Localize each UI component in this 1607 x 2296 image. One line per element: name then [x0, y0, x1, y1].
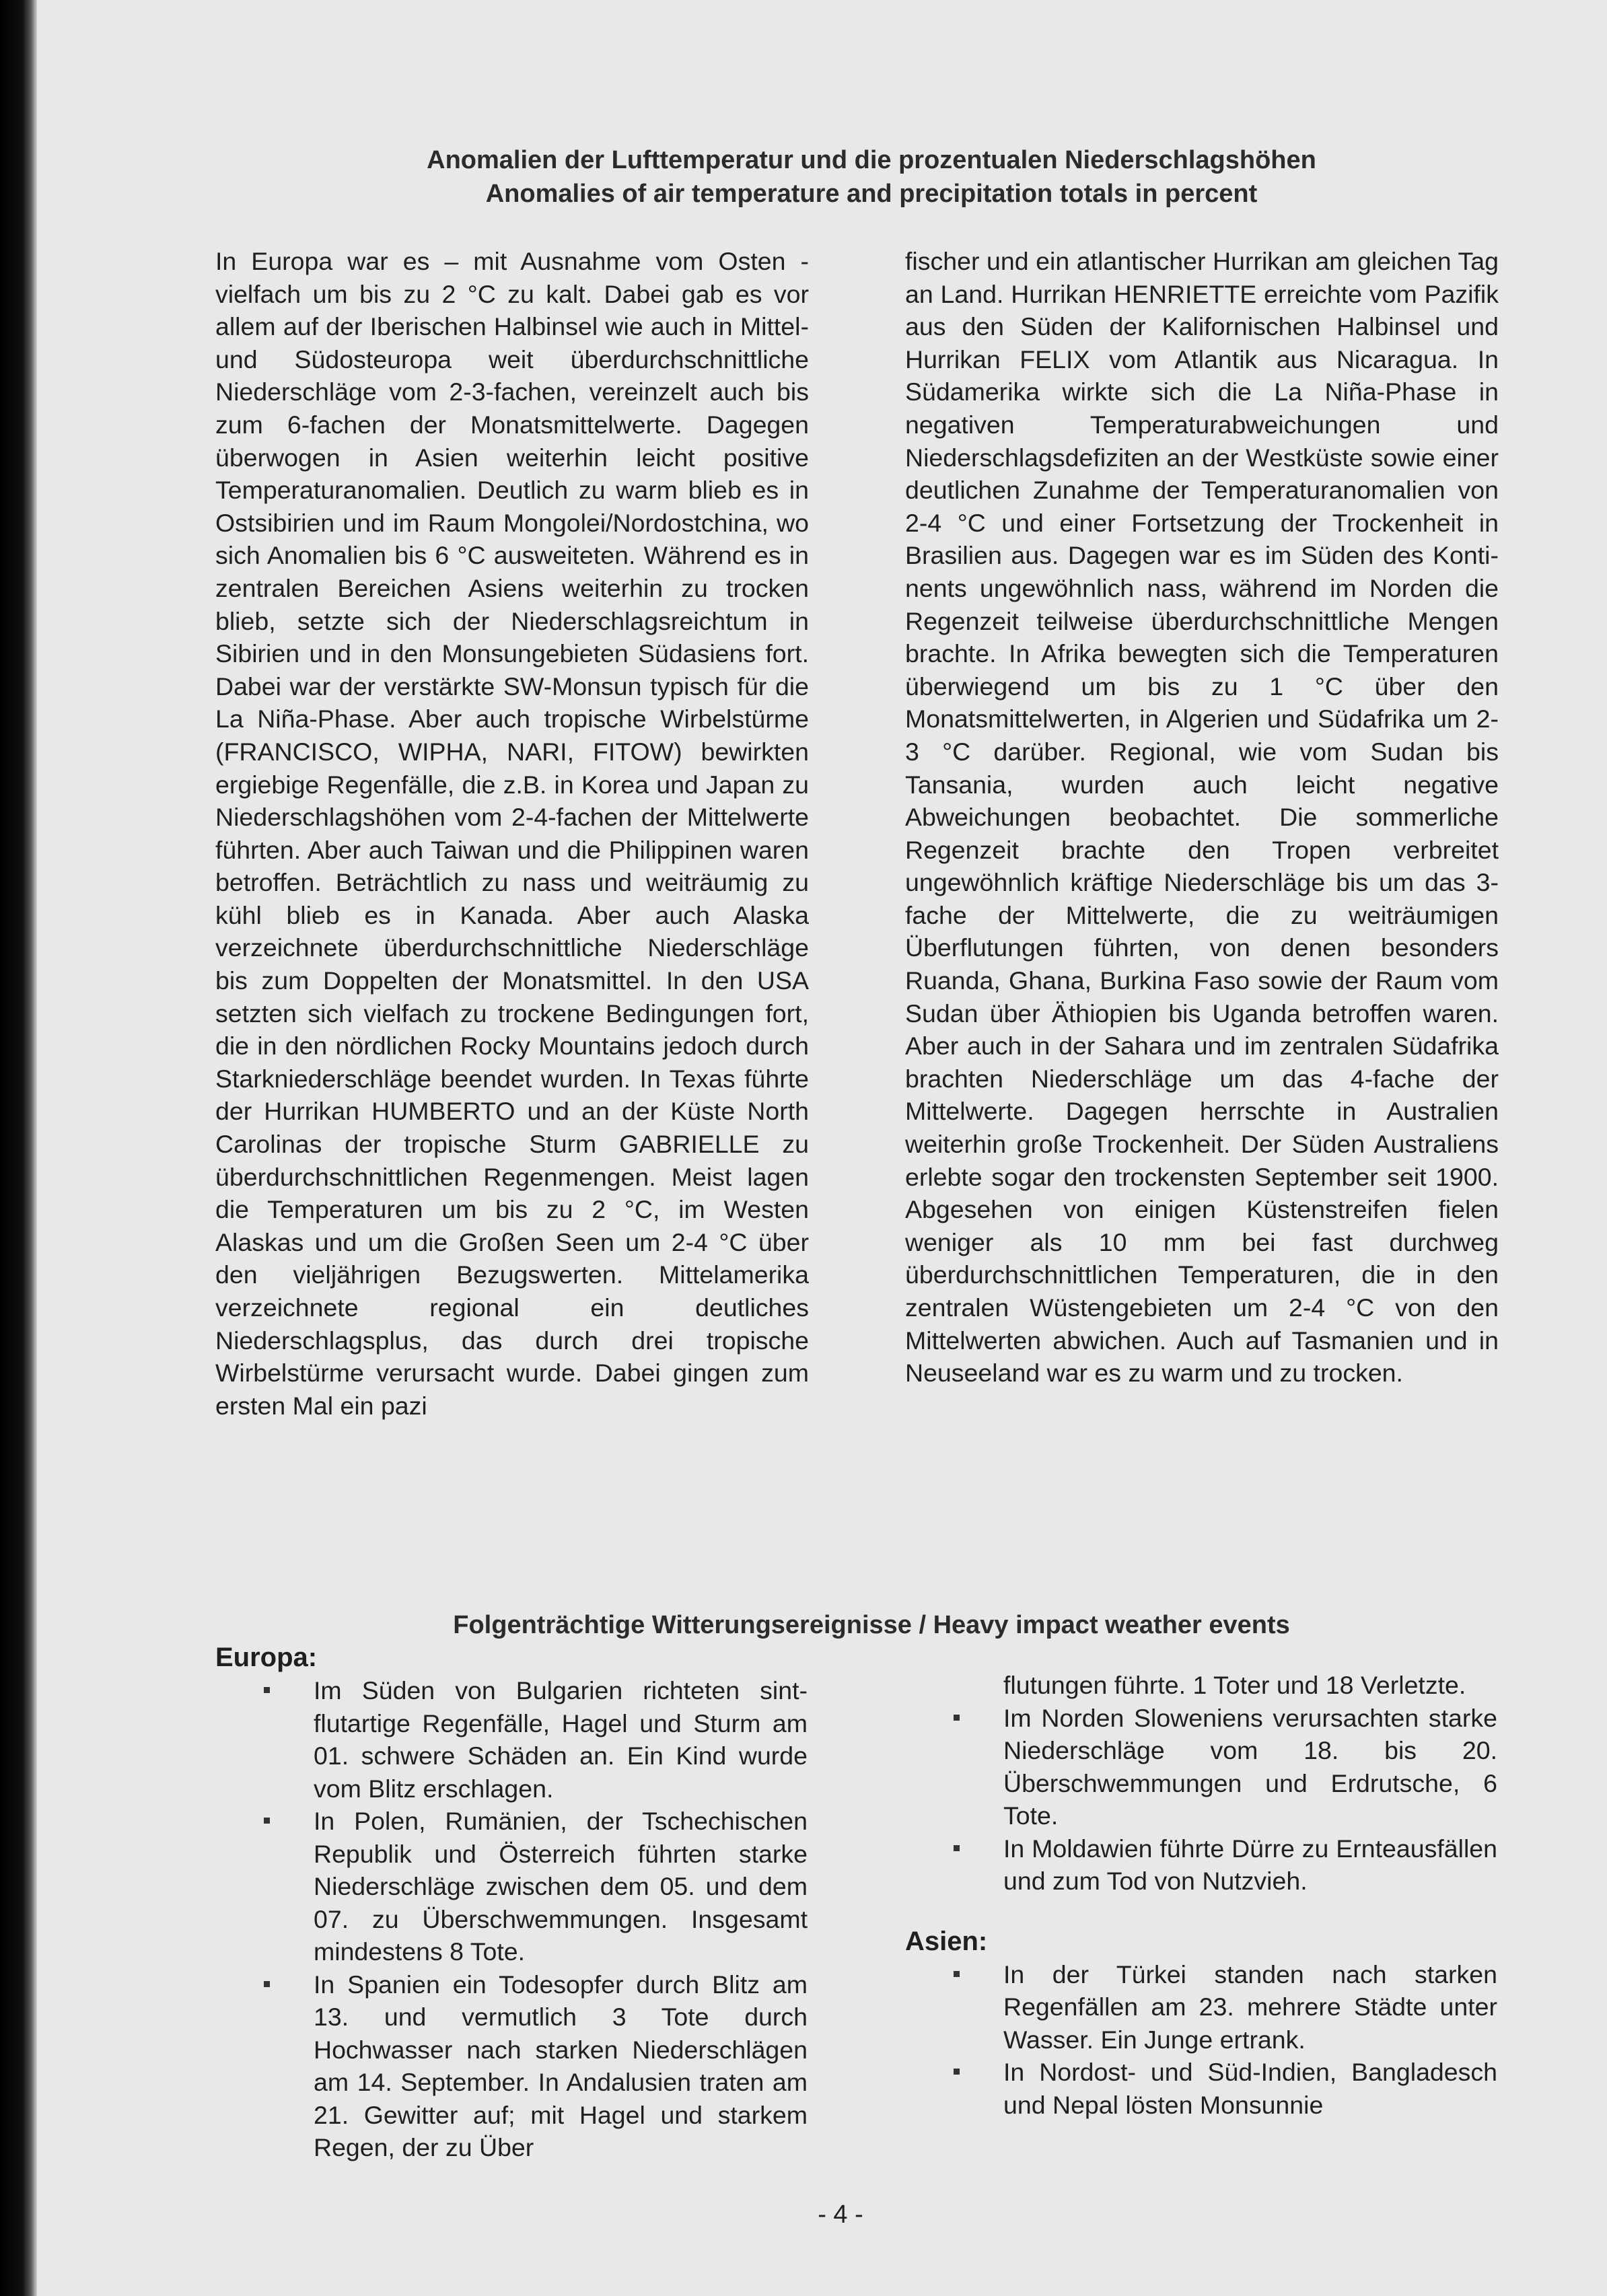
bullet-icon	[264, 1818, 270, 1824]
region-heading-asia: Asien:	[905, 1926, 988, 1956]
body-column-right	[905, 245, 1499, 1390]
events-title: Folgenträchtige Witterungsereignisse / Heavy impact weather events	[453, 1611, 1290, 1639]
scan-binding-edge	[0, 0, 37, 2296]
bullet-icon	[264, 1687, 270, 1693]
event-item	[215, 1674, 808, 1805]
europe-event-list-continued	[905, 1702, 1538, 1898]
event-text: Im Norden Sloweniens verursachten starke Niederschläge vom 18. bis 20. Überschwemmungen und Erdrutsche, 6 Tote.	[1003, 1703, 1497, 1830]
event-text: In der Türkei standen nach starken Regenfällen am 23. mehrere Städte unter Wasser. Ein Junge ertrank.	[1003, 1960, 1497, 2054]
region-heading-europe: Europa:	[215, 1643, 318, 1672]
title-english: Anomalies of air temperature and precipitation totals in percent	[485, 180, 1258, 208]
event-item	[215, 1968, 808, 2164]
document-page	[37, 0, 1607, 2296]
event-text: In Polen, Rumänien, der Tschechischen Republik und Österreich führten starke Niederschläge zwischen dem 05. und dem 07. zu Überschwemmungen. Insgesamt mindestens 8 Tote.	[314, 1807, 808, 1966]
event-item	[905, 1832, 1497, 1898]
event-text: In Moldawien führte Dürre zu Ernteausfällen und zum Tod von Nutzvieh.	[1003, 1834, 1497, 1895]
event-text: Im Süden von Bulgarien richteten sintflutartige Regenfälle, Hagel und Sturm am 01. schwere Schäden an. Ein Kind wurde vom Blitz erschlagen.	[314, 1676, 808, 1803]
body-paragraph-right: fischer und ein atlantischer Hurrikan am gleichen Tag an Land. Hurrikan HENRIETTE erreichte vom Pazifik aus den Süden der Kalifornischen Halbinsel und Hurrikan FELIX vom Atlantik aus Nicaragua. In Südamerika wirkte sich die La Niña-Phase in negativen Temperaturabweichungen und Niederschlagsdefiziten an der Westküste sowie einer deutlichen Zunahme der Temperaturanomalien von 2-4 °C und einer Fortsetzung der Trockenheit in Brasilien aus. Dagegen war es im Süden des Kontinents ungewöhnlich nass, während im Norden die Regenzeit teilweise überdurchschnittliche Mengen brachte. In Afrika bewegten sich die Temperaturen überwiegend um bis zu 1 °C über den Monatsmittelwerten, in Algerien und Südafrika um 2-3 °C darüber. Regional, wie vom Sudan bis Tansania, wurden auch leicht negative Abweichungen beobachtet. Die sommerliche Regenzeit brachte den Tropen verbreitet ungewöhnlich kräftige Niederschläge bis um das 3-fache der Mittelwerte, die zu weiträumigen Überflutungen führten, von denen besonders Ruanda, Ghana, Burkina Faso sowie der Raum vom Sudan über Äthiopien bis Uganda betroffen waren. Aber auch in der Sahara und im zentralen Südafrika brachten Niederschläge um das 4-fache der Mittelwerte. Dagegen herrschte in Australien weiterhin große Trockenheit. Der Süden Australiens erlebte sogar den trockensten September seit 1900. Abgesehen von einigen Küstenstreifen fielen weniger als 10 mm bei fast durchweg überdurchschnittlichen Temperaturen, die in den zentralen Wüstengebieten um 2-4 °C von den Mittelwerten abwichen. Auch auf Tasmanien und in Neuseeland war es zu warm und zu trocken.	[905, 247, 1499, 1388]
section-title	[400, 143, 1343, 211]
body-paragraph-left: In Europa war es – mit Ausnahme vom Osten - vielfach um bis zu 2 °C zu kalt. Dabei gab es vor allem auf der Iberischen Halbinsel wie auch in Mittel- und Südosteuropa weit überdurchschnittliche Niederschläge vom 2-3-fachen, vereinzelt auch bis zum 6-fachen der Monatsmittelwerte. Dagegen überwogen in Asien weiterhin leicht positive Temperaturanomalien. Deutlich zu warm blieb es in Ostsibirien und im Raum Mongolei/Nordostchina, wo sich Anomalien bis 6 °C ausweiteten. Während es in zentralen Bereichen Asiens weiterhin zu trocken blieb, setzte sich der Niederschlagsreichtum in Sibirien und in den Monsungebieten Südasiens fort. Dabei war der verstärkte SW-Monsun typisch für die La Niña-Phase. Aber auch tropische Wirbelstürme (FRANCISCO, WIPHA, NARI, FITOW) bewirkten ergiebige Regenfälle, die z.B. in Korea und Japan zu Niederschlagshöhen vom 2-4-fachen der Mittelwerte führten. Aber auch Taiwan und die Philippinen waren betroffen. Beträchtlich zu nass und weiträumig zu kühl blieb es in Kanada. Aber auch Alaska verzeichnete überdurchschnittliche Niederschläge bis zum Doppelten der Monatsmittel. In den USA setzten sich vielfach zu trockene Bedingungen fort, die in den nördlichen Rocky Mountains jedoch durch Starkniederschläge beendet wurden. In Texas führte der Hurrikan HUMBERTO und an der Küste North Carolinas der tropische Sturm GABRIELLE zu überdurchschnittlichen Regenmengen. Meist lagen die Temperaturen um bis zu 2 °C, im Westen Alaskas und um die Großen Seen um 2-4 °C über den vieljährigen Bezugswerten. Mittelamerika verzeichnete regional ein deutliches Niederschlagsplus, das durch drei tropische Wirbelstürme verursacht wurde. Dabei gingen zum ersten Mal ein pazi	[215, 247, 809, 1420]
events-column-right	[905, 1669, 1538, 2121]
event-item	[905, 2056, 1497, 2121]
page-number: - 4 -	[818, 2200, 863, 2229]
event-item	[215, 1805, 808, 1968]
bullet-icon	[264, 1981, 270, 1987]
spacer	[905, 1898, 1538, 1925]
asia-event-list	[905, 1958, 1538, 2122]
europe-event-list	[215, 1674, 848, 2164]
event-item	[905, 1958, 1497, 2056]
event-continuation: flutungen führte. 1 Toter und 18 Verletzte.	[1003, 1671, 1466, 1699]
bullet-icon	[954, 1715, 960, 1721]
bullet-icon	[954, 1845, 960, 1851]
event-text: In Spanien ein Todesopfer durch Blitz am 13. und vermutlich 3 Tote durch Hochwasser nach starken Niederschlägen am 14. September. In Andalusien traten am 21. Gewitter auf; mit Hagel und starkem Regen, der zu Über	[314, 1970, 808, 2161]
events-column-left	[215, 1641, 848, 2164]
event-text: In Nordost- und Süd-Indien, Bangladesch und Nepal lösten Monsunnie	[1003, 2058, 1497, 2119]
title-german: Anomalien der Lufttemperatur und die prozentualen Niederschlagshöhen	[427, 146, 1316, 174]
bullet-icon	[954, 2069, 960, 2075]
event-item	[905, 1702, 1497, 1832]
bullet-icon	[954, 1971, 960, 1977]
body-column-left	[215, 245, 809, 1422]
